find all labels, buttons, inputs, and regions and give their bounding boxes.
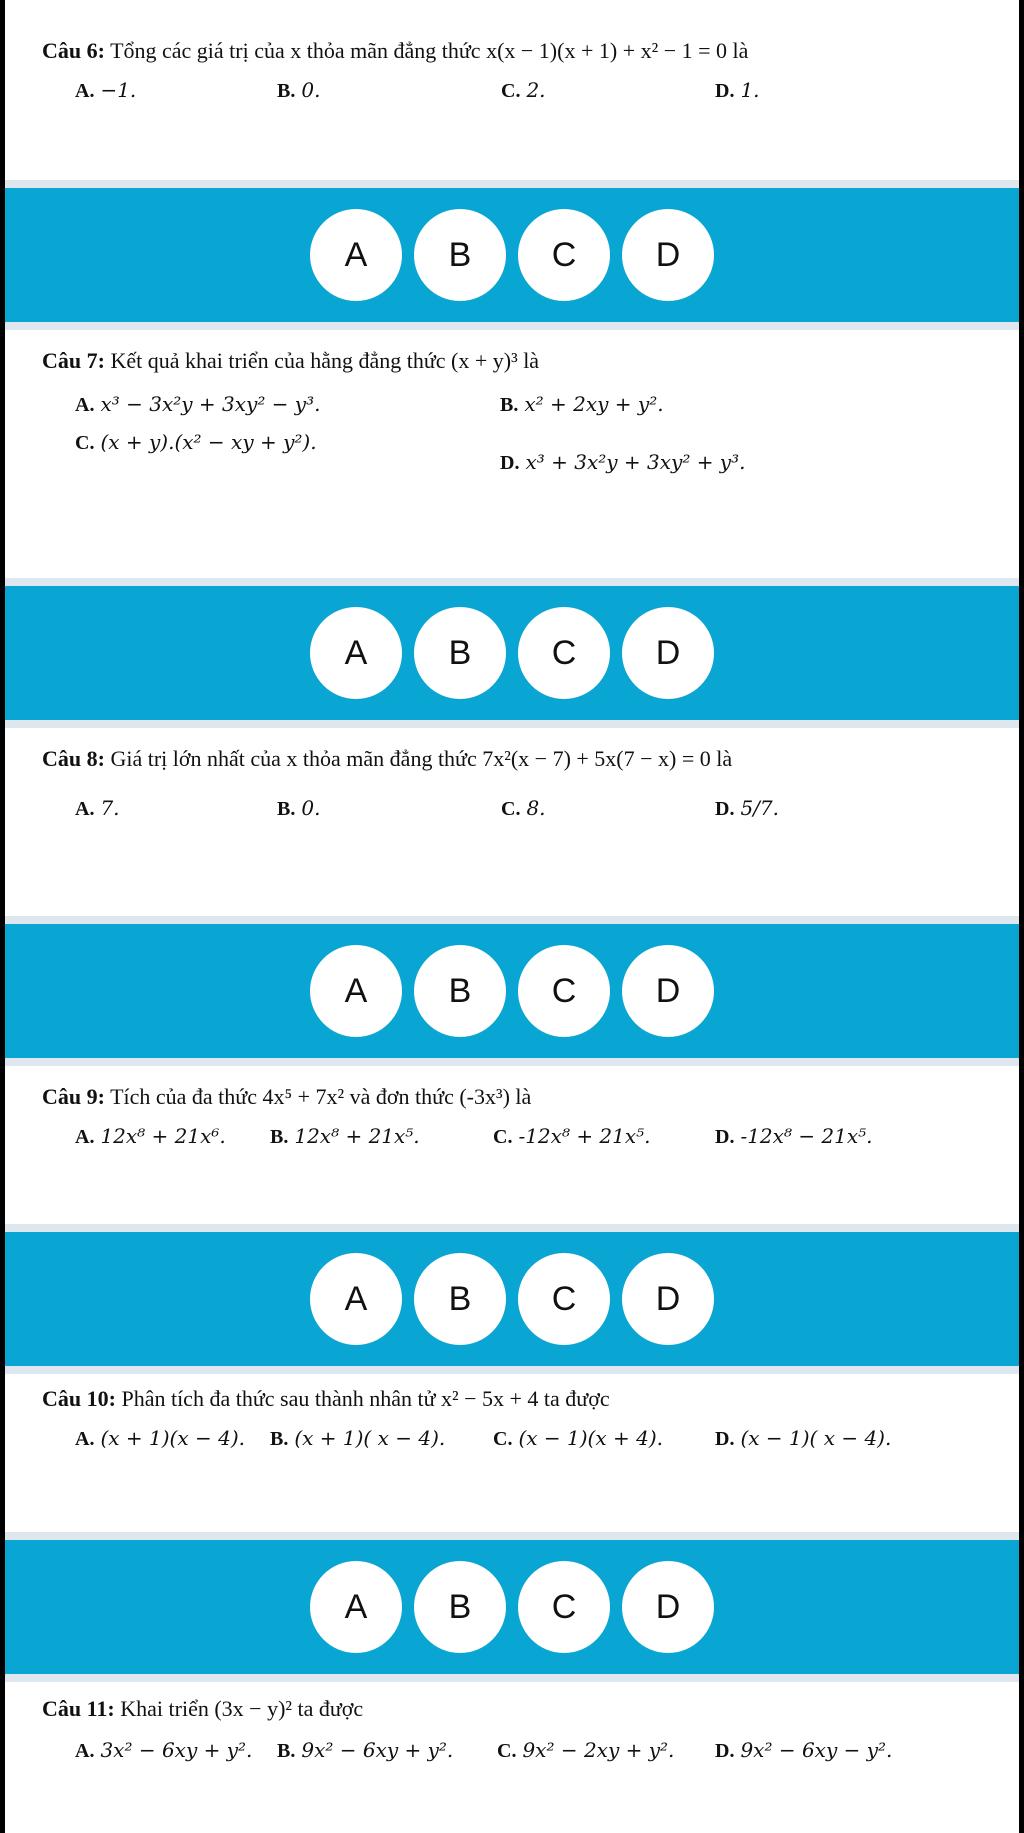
answer-panel-10	[5, 1532, 1019, 1682]
answer-button-c[interactable]: C	[518, 1253, 610, 1345]
question-body: Tổng các giá trị của x thỏa mãn đẳng thức x(x − 1)(x + 1) + x² − 1 = 0 là	[110, 38, 749, 63]
option-letter: D.	[715, 1740, 735, 1762]
option-b	[500, 392, 664, 417]
option-d	[715, 78, 760, 103]
answer-panel-9	[5, 1224, 1019, 1374]
option-d	[715, 1124, 873, 1149]
answer-button-c[interactable]: C	[518, 209, 610, 301]
question-11	[5, 1682, 1019, 1833]
answer-panel-7	[5, 578, 1019, 728]
option-letter: C.	[493, 1428, 513, 1450]
question-body: Tích của đa thức 4x⁵ + 7x² và đơn thức (-3x³) là	[110, 1084, 532, 1109]
answer-button-a[interactable]: A	[310, 209, 402, 301]
question-text	[42, 348, 539, 374]
answer-button-a[interactable]: A	[310, 1561, 402, 1653]
answer-button-c[interactable]: C	[518, 945, 610, 1037]
option-letter: B.	[277, 1740, 296, 1762]
answer-button-b[interactable]: B	[414, 1253, 506, 1345]
option-b	[270, 1426, 445, 1451]
option-text: 0.	[301, 796, 321, 820]
option-text: −1.	[100, 78, 137, 102]
question-label: Câu 11:	[42, 1696, 115, 1721]
option-text: (x − 1)(x + 4).	[518, 1426, 663, 1450]
answer-button-b[interactable]: B	[414, 209, 506, 301]
answer-button-d[interactable]: D	[622, 1253, 714, 1345]
answer-panel-6	[5, 180, 1019, 330]
option-letter: B.	[270, 1428, 289, 1450]
answer-button-b[interactable]: B	[414, 1561, 506, 1653]
option-letter: C.	[501, 798, 521, 820]
option-d	[500, 450, 745, 475]
option-d	[715, 1738, 892, 1763]
option-letter: D.	[715, 1428, 735, 1450]
option-text: x³ + 3x²y + 3xy² + y³.	[525, 450, 746, 474]
question-label: Câu 7:	[42, 348, 105, 373]
option-letter: D.	[500, 452, 520, 474]
option-c	[501, 796, 546, 821]
question-9	[5, 1066, 1019, 1224]
option-text: (x + 1)( x − 4).	[294, 1426, 446, 1450]
option-text: 12x⁸ + 21x⁶.	[100, 1124, 226, 1148]
option-text: 9x² − 6xy + y².	[301, 1738, 454, 1762]
option-a	[75, 392, 320, 417]
question-body: Phân tích đa thức sau thành nhân tử x² − 5x + 4 ta được	[121, 1386, 610, 1411]
answer-row	[310, 1561, 714, 1653]
question-text	[42, 38, 748, 64]
option-c	[75, 430, 317, 455]
option-text: 0.	[301, 78, 321, 102]
question-10	[5, 1374, 1019, 1532]
option-text: 9x² − 2xy + y².	[522, 1738, 675, 1762]
option-text: (x − 1)( x − 4).	[740, 1426, 892, 1450]
option-text: x² + 2xy + y².	[524, 392, 664, 416]
option-letter: C.	[501, 80, 521, 102]
option-text: 5/7.	[740, 796, 779, 820]
question-text	[42, 746, 732, 772]
answer-button-a[interactable]: A	[310, 607, 402, 699]
answer-row	[310, 607, 714, 699]
question-label: Câu 8:	[42, 746, 105, 771]
question-8	[5, 728, 1019, 916]
option-letter: A.	[75, 80, 95, 102]
question-body: Giá trị lớn nhất của x thỏa mãn đẳng thức 7x²(x − 7) + 5x(7 − x) = 0 là	[110, 746, 733, 771]
option-c	[497, 1738, 674, 1763]
option-letter: C.	[497, 1740, 517, 1762]
option-a	[75, 796, 120, 821]
question-label: Câu 9:	[42, 1084, 105, 1109]
answer-button-a[interactable]: A	[310, 1253, 402, 1345]
option-letter: A.	[75, 1126, 95, 1148]
answer-button-d[interactable]: D	[622, 1561, 714, 1653]
option-a	[75, 1124, 226, 1149]
option-c	[493, 1124, 651, 1149]
answer-button-c[interactable]: C	[518, 607, 610, 699]
option-letter: D.	[715, 1126, 735, 1148]
option-b	[277, 78, 320, 103]
option-text: 3x² − 6xy + y².	[100, 1738, 253, 1762]
option-text: x³ − 3x²y + 3xy² − y³.	[100, 392, 321, 416]
option-letter: B.	[500, 394, 519, 416]
option-letter: B.	[277, 798, 296, 820]
option-text: (x + y).(x² − xy + y²).	[100, 430, 317, 454]
question-label: Câu 10:	[42, 1386, 116, 1411]
question-6	[5, 10, 1019, 180]
option-letter: C.	[75, 432, 95, 454]
option-a	[75, 1738, 252, 1763]
answer-row	[310, 209, 714, 301]
answer-button-d[interactable]: D	[622, 945, 714, 1037]
option-text: (x + 1)(x − 4).	[100, 1426, 245, 1450]
option-letter: D.	[715, 80, 735, 102]
answer-button-b[interactable]: B	[414, 607, 506, 699]
answer-panel-8	[5, 916, 1019, 1066]
answer-button-b[interactable]: B	[414, 945, 506, 1037]
option-c	[501, 78, 546, 103]
option-a	[75, 1426, 245, 1451]
question-7	[5, 330, 1019, 578]
option-b	[270, 1124, 420, 1149]
option-letter: A.	[75, 394, 95, 416]
option-c	[493, 1426, 663, 1451]
option-d	[715, 796, 779, 821]
option-d	[715, 1426, 891, 1451]
answer-button-c[interactable]: C	[518, 1561, 610, 1653]
option-text: 7.	[100, 796, 120, 820]
option-b	[277, 1738, 453, 1763]
answer-button-d[interactable]: D	[622, 607, 714, 699]
option-text: 9x² − 6xy − y².	[740, 1738, 893, 1762]
option-letter: C.	[493, 1126, 513, 1148]
option-letter: D.	[715, 798, 735, 820]
question-text	[42, 1084, 531, 1110]
question-body: Khai triển (3x − y)² ta được	[120, 1696, 364, 1721]
option-text: 12x⁸ + 21x⁵.	[294, 1124, 420, 1148]
question-body: Kết quả khai triển của hằng đẳng thức (x + y)³ là	[110, 348, 540, 373]
option-a	[75, 78, 136, 103]
answer-button-a[interactable]: A	[310, 945, 402, 1037]
option-letter: A.	[75, 798, 95, 820]
question-label: Câu 6:	[42, 38, 105, 63]
option-letter: B.	[270, 1126, 289, 1148]
option-b	[277, 796, 320, 821]
option-letter: A.	[75, 1428, 95, 1450]
option-text: 8.	[526, 796, 546, 820]
right-border	[1019, 0, 1024, 1833]
answer-row	[310, 945, 714, 1037]
question-text	[42, 1386, 610, 1412]
answer-button-d[interactable]: D	[622, 209, 714, 301]
option-text: -12x⁸ − 21x⁵.	[740, 1124, 873, 1148]
option-text: 2.	[526, 78, 546, 102]
option-letter: B.	[277, 80, 296, 102]
question-text	[42, 1696, 363, 1722]
answer-row	[310, 1253, 714, 1345]
option-text: 1.	[740, 78, 760, 102]
option-text: -12x⁸ + 21x⁵.	[518, 1124, 651, 1148]
option-letter: A.	[75, 1740, 95, 1762]
